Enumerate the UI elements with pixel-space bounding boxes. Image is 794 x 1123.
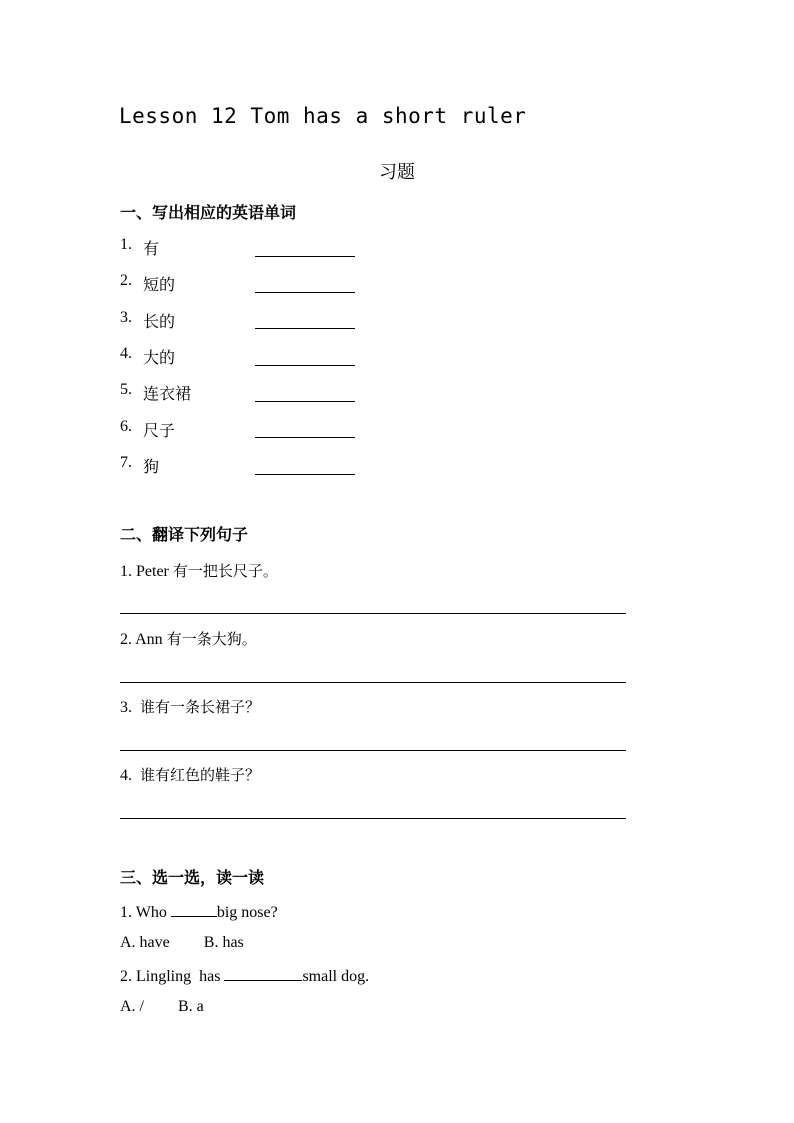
translation-answer-line[interactable]: [120, 613, 626, 614]
vocab-number: 5.: [120, 381, 132, 398]
vocab-answer-line[interactable]: [255, 365, 355, 366]
option-a[interactable]: A. /: [120, 998, 144, 1015]
vocab-word: 长的: [143, 312, 176, 331]
question-suffix: small dog.: [302, 968, 370, 985]
vocab-answer-line[interactable]: [255, 437, 355, 438]
translation-item-3: [120, 696, 260, 717]
vocab-answer-line[interactable]: [255, 292, 355, 293]
question-prefix: 2. Lingling has: [120, 968, 221, 985]
question-prefix: 1. Who: [120, 904, 167, 921]
choice-options-1: [120, 934, 244, 952]
question-chinese: 谁有红色的鞋子？: [140, 766, 261, 784]
choice-question-1: [120, 902, 278, 922]
question-suffix: big nose?: [216, 904, 278, 921]
translation-answer-line[interactable]: [120, 682, 626, 683]
page-subtitle: 习题: [379, 162, 415, 183]
answer-blank[interactable]: [171, 902, 217, 917]
question-english: Peter: [136, 563, 169, 580]
question-chinese: 有一把长尺子。: [172, 562, 278, 580]
vocab-number: 7.: [120, 454, 132, 471]
vocab-number: 1.: [120, 236, 132, 253]
option-b[interactable]: B. has: [203, 934, 244, 951]
translation-item-2: [120, 628, 257, 649]
vocab-word: 连衣裙: [143, 384, 192, 403]
option-a[interactable]: A. have: [120, 934, 170, 951]
section2-heading: 二、翻译下列句子: [120, 525, 249, 544]
vocab-answer-line[interactable]: [255, 401, 355, 402]
translation-answer-line[interactable]: [120, 818, 626, 819]
section3-heading: 三、选一选，读一读: [120, 868, 265, 887]
translation-answer-line[interactable]: [120, 750, 626, 751]
choice-options-2: [120, 998, 204, 1016]
vocab-answer-line[interactable]: [255, 474, 355, 475]
question-number: 1.: [120, 563, 132, 580]
option-b[interactable]: B. a: [178, 998, 204, 1015]
question-number: 3.: [120, 699, 132, 716]
question-english: Ann: [135, 631, 163, 648]
vocab-number: 4.: [120, 345, 132, 362]
vocab-number: 6.: [120, 418, 132, 435]
question-number: 2.: [120, 631, 132, 648]
question-number: 4.: [120, 767, 132, 784]
question-chinese: 谁有一条长裙子？: [140, 698, 261, 716]
vocab-word: 尺子: [143, 421, 176, 440]
vocab-word: 有: [143, 239, 160, 258]
vocab-answer-line[interactable]: [255, 256, 355, 257]
vocab-answer-line[interactable]: [255, 328, 355, 329]
choice-question-2: [120, 966, 369, 986]
vocab-number: 3.: [120, 309, 132, 326]
translation-item-1: [120, 560, 278, 581]
translation-item-4: [120, 764, 260, 785]
vocab-word: 短的: [143, 275, 176, 294]
question-chinese: 有一条大狗。: [166, 630, 257, 648]
answer-blank[interactable]: [224, 966, 302, 981]
vocab-number: 2.: [120, 272, 132, 289]
vocab-word: 大的: [143, 348, 176, 367]
vocab-word: 狗: [143, 457, 160, 476]
page-title: Lesson 12 Tom has a short ruler: [119, 104, 527, 128]
section1-heading: 一、写出相应的英语单词: [120, 203, 297, 222]
